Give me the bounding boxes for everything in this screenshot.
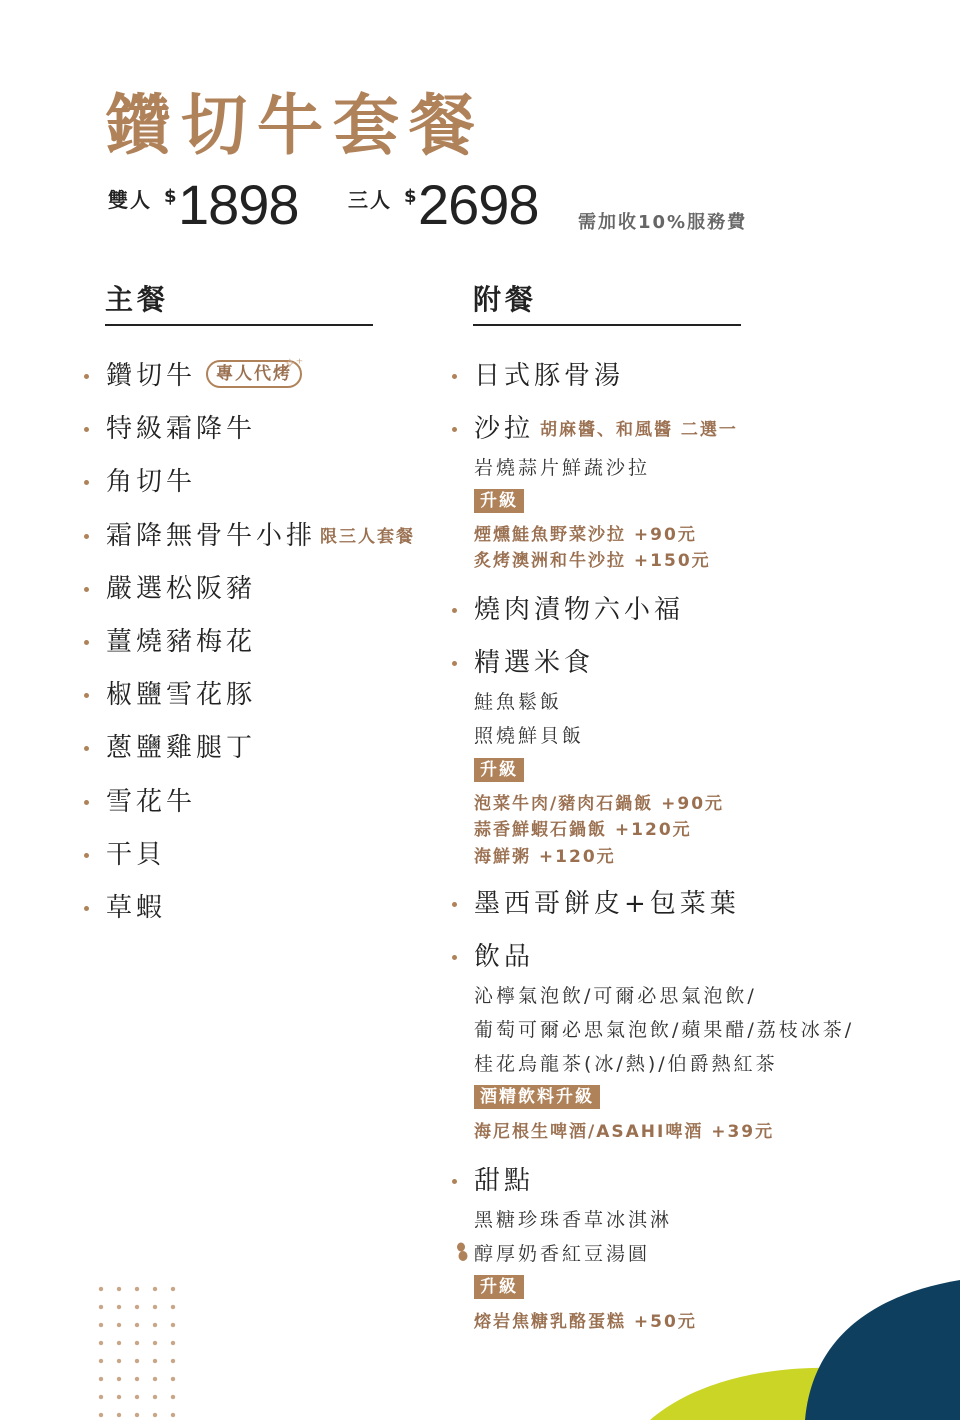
item-label: 薑燒豬梅花 [106, 626, 257, 657]
main-heading-label: 主餐 [105, 283, 170, 316]
dessert-option: 黑糖珍珠香草冰淇淋 [474, 1209, 673, 1231]
wrap-label: 墨西哥餅皮+包菜葉 [474, 889, 740, 919]
salad-base: 岩燒蒜片鮮蔬沙拉 [474, 457, 651, 479]
bullet-dot [84, 853, 89, 858]
pickles-item [452, 592, 684, 628]
list-item [84, 784, 415, 837]
dessert-label: 甜點 [474, 1166, 535, 1196]
rice-upgrade-option: 蒜香鮮蝦石鍋飯 +120元 [474, 820, 692, 840]
side-heading-label: 附餐 [473, 283, 538, 316]
bullet-dot [452, 955, 457, 960]
peanut-icon [456, 1242, 468, 1262]
item-label: 特級霜降牛 [106, 414, 257, 445]
chef-grill-badge: 專人代烤 [206, 360, 302, 388]
list-item [84, 464, 415, 517]
list-item [84, 571, 415, 624]
wrap-item [452, 886, 740, 922]
bullet-dot [84, 587, 89, 592]
drinks-label: 飲品 [474, 942, 535, 972]
bullet-dot [452, 902, 457, 907]
bullet-dot [452, 608, 457, 613]
three-person-label: 三人 [348, 188, 392, 212]
salad-upgrade-option: 炙烤澳洲和牛沙拉 +150元 [474, 551, 711, 571]
rice-option: 照燒鮮貝飯 [474, 725, 585, 747]
bullet-dot [84, 746, 89, 751]
bullet-dot [452, 374, 457, 379]
list-item [84, 358, 415, 411]
salad-item [452, 411, 738, 450]
two-person-label: 雙人 [108, 188, 152, 212]
salad-label: 沙拉 [474, 414, 535, 444]
main-course-list [84, 358, 415, 943]
alcohol-upgrade-option: 海尼根生啤酒/ASAHI啤酒 +39元 [474, 1122, 775, 1142]
item-label: 鑽切牛 [106, 361, 197, 391]
list-item [84, 837, 415, 890]
bullet-dot [84, 693, 89, 698]
navy-blob [805, 1280, 960, 1420]
list-item [84, 890, 415, 943]
three-person-only-note: 限三人套餐 [320, 526, 416, 547]
dessert-item [452, 1163, 534, 1199]
item-label: 雪花牛 [106, 786, 197, 817]
bullet-dot [452, 427, 457, 432]
list-item [84, 411, 415, 464]
pickles-label: 燒肉漬物六小福 [474, 595, 685, 625]
three-person-currency: $ [404, 186, 417, 207]
drinks-line: 沁檸氣泡飲/可爾必思氣泡飲/ [474, 985, 757, 1007]
drinks-item [452, 939, 534, 975]
upgrade-tag: 升級 [474, 489, 524, 513]
page-title: 鑽切牛套餐 [105, 87, 485, 164]
two-person-price: 1898 [178, 173, 299, 236]
sparkle-icon: ✧⁺ [284, 356, 304, 372]
rice-upgrade-option: 海鮮粥 +120元 [474, 847, 616, 867]
bullet-dot [84, 480, 89, 485]
rice-label: 精選米食 [474, 648, 595, 678]
bullet-dot [452, 1179, 457, 1184]
item-label: 干貝 [106, 839, 167, 870]
item-label: 角切牛 [106, 467, 197, 498]
bullet-dot [452, 661, 457, 666]
bullet-dot [84, 427, 89, 432]
soup-item [452, 358, 624, 394]
bullet-dot [84, 800, 89, 805]
list-item [84, 677, 415, 730]
item-label: 椒鹽雪花豚 [106, 680, 257, 711]
price-row [108, 173, 808, 238]
upgrade-tag: 升級 [474, 758, 524, 782]
dressing-choice-note: 胡麻醬、和風醬 二選一 [540, 420, 738, 440]
item-label: 蔥鹽雞腿丁 [106, 733, 257, 764]
item-label: 嚴選松阪豬 [106, 573, 257, 604]
item-label: 霜降無骨牛小排 [106, 520, 317, 551]
side-dish-heading [473, 278, 741, 326]
rice-item [452, 645, 594, 681]
dessert-upgrade-option: 熔岩焦糖乳酪蛋糕 +50元 [474, 1312, 697, 1332]
bullet-dot [84, 906, 89, 911]
upgrade-tag: 升級 [474, 1275, 524, 1299]
rice-upgrade-option: 泡菜牛肉/豬肉石鍋飯 +90元 [474, 794, 725, 814]
rice-option: 鮭魚鬆飯 [474, 691, 563, 713]
drinks-line: 葡萄可爾必思氣泡飲/蘋果醋/荔枝冰茶/ [474, 1019, 855, 1041]
two-person-currency: $ [164, 186, 177, 207]
dessert-option: 醇厚奶香紅豆湯圓 [474, 1243, 651, 1265]
item-label: 草蝦 [106, 892, 167, 923]
bullet-dot [84, 374, 89, 379]
three-person-price: 2698 [418, 173, 539, 236]
dot-grid-decoration [92, 1280, 184, 1420]
list-item [84, 624, 415, 677]
list-item [84, 730, 415, 783]
drinks-line: 桂花烏龍茶(冰/熱)/伯爵熱紅茶 [474, 1053, 778, 1075]
bullet-dot [84, 640, 89, 645]
service-charge-note: 需加收10%服務費 [578, 212, 748, 233]
list-item [84, 518, 415, 571]
alcohol-upgrade-tag: 酒精飲料升級 [474, 1085, 600, 1109]
main-course-heading [105, 278, 373, 326]
bullet-dot [84, 534, 89, 539]
soup-label: 日式豚骨湯 [474, 361, 625, 391]
salad-upgrade-option: 煙燻鮭魚野菜沙拉 +90元 [474, 525, 697, 545]
